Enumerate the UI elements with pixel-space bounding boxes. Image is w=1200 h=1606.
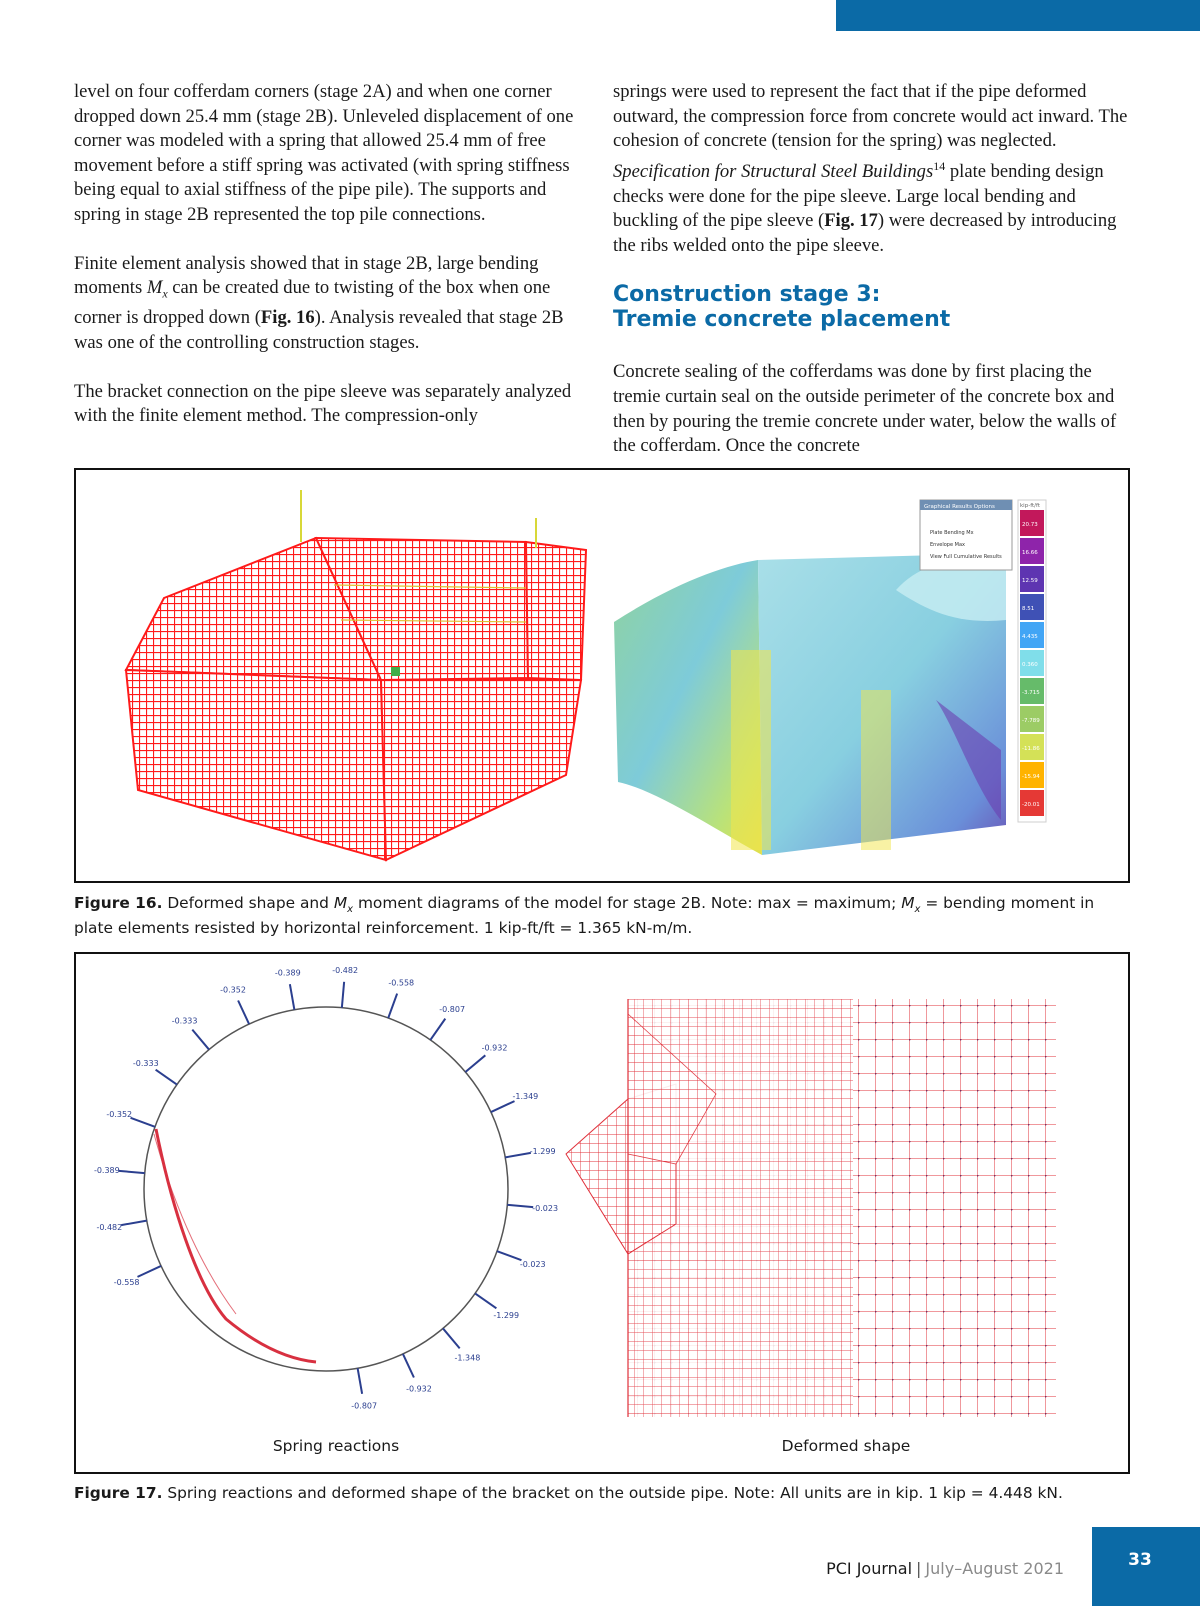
spring-arrow <box>403 1354 414 1378</box>
legend-value: -15.94 <box>1022 774 1040 780</box>
spring-reaction-value: -0.389 <box>274 968 301 978</box>
legend-value: 16.66 <box>1022 550 1038 556</box>
spring-reaction-value: -1.349 <box>512 1092 539 1102</box>
spring-arrow <box>290 984 295 1010</box>
body-paragraph: springs were used to represent the fact that if the pipe deformed outward, the compression force from concrete would act inward. The cohesion of concrete (tension for the spring) was neglected. Specification for Structural Steel Buildings$^{14}$ plate bending design checks were done for the pipe sleeve. Large local bending and buckling of the pipe sleeve (Fig. 17) were decreased by introducing the ribs welded onto the pipe sleeve. <box>613 81 1128 256</box>
spring-arrow <box>342 982 344 1008</box>
legend-value: -11.86 <box>1022 746 1040 752</box>
spring-arrow <box>497 1251 521 1260</box>
body-paragraph: Concrete sealing of the cofferdams was done by first placing the tremie curtain seal on the outside perimeter of the concrete box and then by pouring the tremie concrete under water, below the walls of the cofferdam. Once the concrete <box>613 361 1117 457</box>
spring-arrow <box>491 1101 515 1112</box>
spring-reaction-value: -0.333 <box>132 1058 159 1068</box>
legend-value: 0.360 <box>1022 662 1038 668</box>
footer-journal: PCI Journal | July–August 2021 <box>826 1559 1064 1578</box>
spring-arrow <box>475 1293 496 1308</box>
figure-16-caption: Figure 16. Deformed shape and $M_x$ moment diagrams of the model for stage 2B. Note: max = maximum; $M_x$ = bending moment in plate elements resisted by horizontal reinforcement. 1 kip-ft/ft = 1.365 kN-m/m. <box>74 894 1095 938</box>
spring-reaction-value: -0.023 <box>519 1260 546 1270</box>
figure-16 <box>74 468 1130 883</box>
figure-17 <box>74 952 1130 1474</box>
spring-arrow <box>505 1153 531 1158</box>
moment-contour-plot <box>614 554 1006 855</box>
body-paragraph: The bracket connection on the pipe sleeve was separately analyzed with the finite element method. The compression-only <box>74 380 572 427</box>
figure-reference: Fig. 16 <box>260 307 315 329</box>
body-paragraph: level on four cofferdam corners (stage 2A) and when one corner dropped down 25.4 mm (stage 2B). Unleveled displacement of one corner was modeled with a spring that allowed 25.4 mm of free movement before a stiff spring was activated (with spring stiffness being equal to axial stiffness of the pipe pile). The supports and spring in stage 2B represented the top pile connections. <box>74 81 574 225</box>
spring-reaction-value: -0.352 <box>220 985 246 995</box>
body-paragraph: Finite element analysis showed that in stage 2B, large bending moments $M_x$ can be created due to twisting of the box when one corner is dropped down (Fig. 16). Analysis revealed that stage 2B was one of the controlling construction stages. <box>74 252 564 354</box>
figure-17-caption: Figure 17. Spring reactions and deformed shape of the bracket on the outside pipe. Note: All units are in kip. 1 kip = 4.448 kN. <box>74 1484 1063 1502</box>
spring-reaction-value: -0.482 <box>332 965 359 975</box>
spring-reaction-value: -1.299 <box>493 1311 520 1321</box>
spring-arrow <box>156 1070 177 1085</box>
panel-item: Envelope Max <box>930 542 965 548</box>
right-column <box>613 80 1129 483</box>
panel-title: Graphical Results Options <box>924 504 995 510</box>
legend-value: 8.51 <box>1022 606 1035 612</box>
page-number: 33 <box>1128 1550 1152 1570</box>
legend-value: 20.73 <box>1022 522 1038 528</box>
legend-value: -7.789 <box>1022 718 1040 724</box>
spring-reaction-value: -0.023 <box>532 1204 559 1214</box>
legend-value: 4.435 <box>1022 634 1038 640</box>
figure-16-graphic <box>76 470 1128 881</box>
spring-arrow <box>131 1118 155 1127</box>
spring-reaction-value: -0.389 <box>93 1165 120 1175</box>
spring-reaction-value: -0.932 <box>406 1384 432 1394</box>
spring-arrow <box>119 1171 145 1173</box>
spring-arrow <box>238 1000 249 1024</box>
spring-reaction-value: -1.299 <box>529 1146 556 1156</box>
figure-reference: Fig. 17 <box>824 210 878 232</box>
header-accent-bar <box>836 0 1200 31</box>
spring-arrow <box>388 994 397 1018</box>
panel-item: View Full Cumulative Results <box>930 554 1002 560</box>
figure-17-graphic <box>76 954 1128 1472</box>
spring-arrow <box>358 1368 363 1394</box>
spring-arrow <box>465 1055 485 1072</box>
spring-reaction-value: -0.482 <box>96 1223 123 1233</box>
spring-reaction-value: -0.333 <box>171 1016 198 1026</box>
legend-value: 12.59 <box>1022 578 1038 584</box>
deformed-shape-mesh <box>126 490 586 860</box>
legend-header: kip-ft/ft <box>1020 503 1041 509</box>
spring-reactions-diagram <box>94 966 558 1411</box>
spring-reaction-value: -0.932 <box>481 1043 508 1053</box>
panel-item: Plate Bending Mx <box>930 530 974 536</box>
spring-arrow <box>507 1205 533 1207</box>
section-heading: Construction stage 3: Tremie concrete placement <box>613 282 951 333</box>
spring-reactions-label: Spring reactions <box>272 1437 400 1455</box>
results-options-panel <box>920 500 1012 570</box>
spring-arrow <box>192 1030 209 1050</box>
spring-reaction-value: -0.807 <box>439 1004 466 1014</box>
spring-reaction-value: -0.558 <box>113 1277 140 1287</box>
spring-arrow <box>430 1019 445 1040</box>
spring-reaction-value: -0.807 <box>351 1401 378 1411</box>
spring-arrow <box>443 1328 460 1348</box>
legend-value: -3.715 <box>1022 690 1040 696</box>
spring-arrow <box>121 1221 147 1226</box>
left-column <box>74 80 586 453</box>
bracket-deformed-mesh <box>76 954 1056 1472</box>
spring-reaction-value: -1.348 <box>454 1353 481 1363</box>
color-legend <box>1018 500 1046 822</box>
spring-arrow <box>137 1266 161 1277</box>
spring-reaction-value: -0.558 <box>388 978 415 988</box>
deformed-shape-label: Deformed shape <box>781 1437 911 1455</box>
legend-value: -20.01 <box>1022 802 1040 808</box>
spring-reaction-value: -0.352 <box>106 1109 133 1119</box>
